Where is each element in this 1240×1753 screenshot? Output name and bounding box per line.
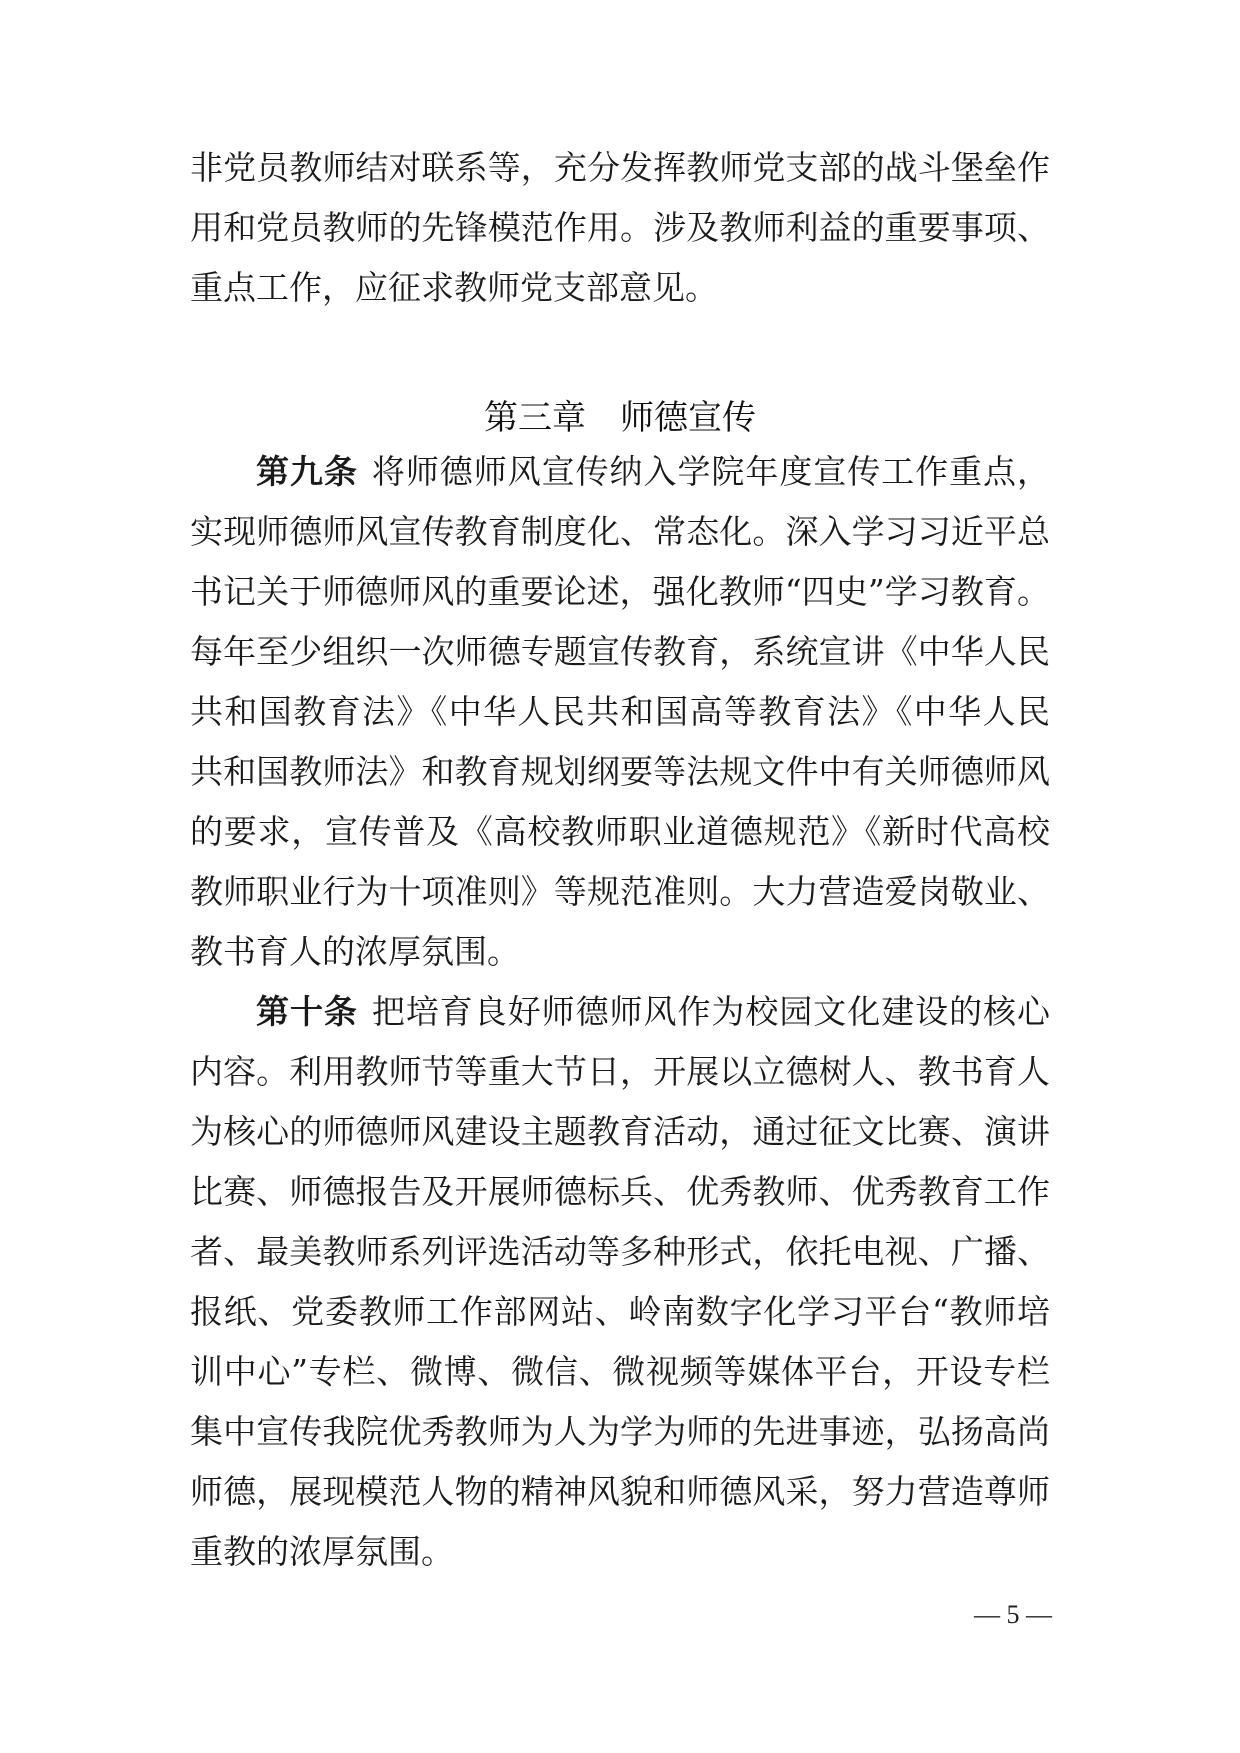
- paragraph-line: 共和国教师法》和教育规划纲要等法规文件中有关师德师风: [190, 752, 1050, 791]
- article-9-first-line: [256, 452, 1050, 492]
- chapter-number: 第三章: [484, 398, 586, 438]
- chapter-heading: [0, 396, 1240, 440]
- paragraph-line: 每年至少组织一次师德专题宣传教育，系统宣讲《中华人民: [190, 632, 1050, 671]
- chapter-title: 师德宣传: [620, 398, 756, 438]
- paragraph-line: 集中宣传我院优秀教师为人为学为师的先进事迹，弘扬高尚: [190, 1412, 1050, 1451]
- article-10-first-line: [256, 992, 1050, 1032]
- paragraph-line: 实现师德师风宣传教育制度化、常态化。深入学习习近平总: [190, 512, 1050, 551]
- paragraph-line: 师德，展现模范人物的精神风貌和师德风采，努力营造尊师: [190, 1472, 1050, 1511]
- article-10-label: 第十条: [256, 992, 358, 1031]
- paragraph-line: 教师职业行为十项准则》等规范准则。大力营造爱岗敬业、: [190, 872, 1050, 911]
- paragraph-line: 教书育人的浓厚氛围。: [190, 932, 520, 971]
- paragraph-line: 共和国教育法》《中华人民共和国高等教育法》《中华人民: [190, 692, 1050, 731]
- paragraph-line: 训中心”专栏、微博、微信、微视频等媒体平台，开设专栏: [190, 1352, 1050, 1391]
- article-9-label: 第九条: [256, 452, 358, 491]
- paragraph-line: 报纸、党委教师工作部网站、岭南数字化学习平台“教师培: [190, 1292, 1050, 1331]
- paragraph-line: 的要求，宣传普及《高校教师职业道德规范》《新时代高校: [190, 812, 1050, 851]
- paragraph-line: 为核心的师德师风建设主题教育活动，通过征文比赛、演讲: [190, 1112, 1050, 1151]
- paragraph-line: 者、最美教师系列评选活动等多种形式，依托电视、广播、: [190, 1232, 1050, 1271]
- article-9-text: 将师德师风宣传纳入学院年度宣传工作重点，: [371, 452, 1051, 491]
- paragraph-line: 内容。利用教师节等重大节日，开展以立德树人、教书育人: [190, 1052, 1050, 1091]
- paragraph-line: 比赛、师德报告及开展师德标兵、优秀教师、优秀教育工作: [190, 1172, 1050, 1211]
- paragraph-line: 非党员教师结对联系等，充分发挥教师党支部的战斗堡垒作: [190, 148, 1050, 187]
- paragraph-line: 用和党员教师的先锋模范作用。涉及教师利益的重要事项、: [190, 208, 1050, 247]
- paragraph-line: 书记关于师德师风的重要论述，强化教师“四史”学习教育。: [190, 572, 1050, 611]
- page-number: — 5 —: [974, 1600, 1052, 1629]
- paragraph-line: 重教的浓厚氛围。: [190, 1532, 454, 1571]
- paragraph-line: 重点工作，应征求教师党支部意见。: [190, 268, 718, 307]
- article-10-text: 把培育良好师德师风作为校园文化建设的核心: [371, 992, 1051, 1031]
